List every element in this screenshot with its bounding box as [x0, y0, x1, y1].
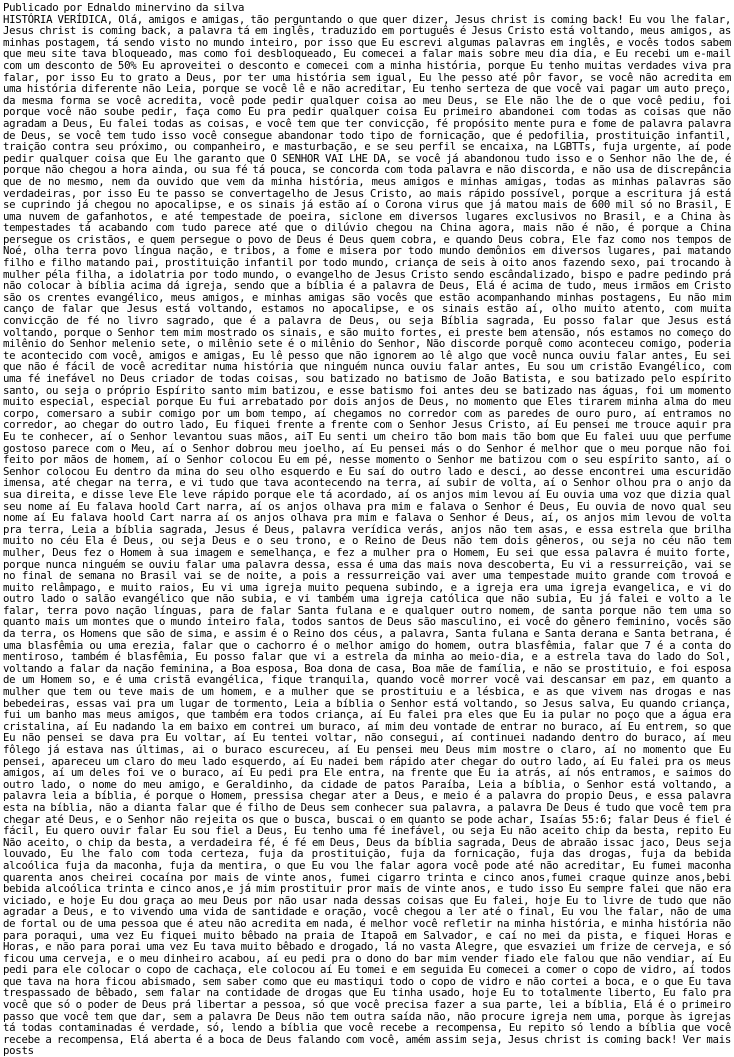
- more-posts-link[interactable]: Ver mais posts: [3, 1032, 732, 1057]
- post-body: [3, 14, 731, 1057]
- post-author-byline: Publicado por Ednaldo minervino da silva: [3, 1, 245, 14]
- post-body-text: HISTÓRIA VERÍDICA, Olá, amigos e amigas, tão perguntando o que quer dizer, Jesus christ is coming back! Eu vou lhe falar, Jesus christ is coming back, a palavra tá em inglês, traduzido em português é Jesus Cristo está voltando, meus amigos, as minhas postagem, tá sendo visto no mundo inteiro, por isso que Eu escrevi algumas palavras em inglês, e vocês todos sabem que meu site tava bloqueado, mas como foi desbloqueado, Eu comecei a falar mais sobre meu dia dia, e Eu recebi um e-mail com um desconto de 50% Eu aproveitei o desconto e comecei com a minha história, porque Eu tenho muitas verdades viva pra falar, por isso Eu to grato a Deus, por ter uma história sem igual, Eu lhe pesso até pôr favor, se você não acredita em uma história diferente não Leia, porque se você lê e não acreditar, Eu tenho serteza de que você vai pagar um auto preço, da mesma forma se você acredita, você pode pedir qualquer coisa ao meu Deus, se Ele não lhe de o que você pediu, foi porque você não soube pedir, faça como Eu pra pedir qualquer coisa Eu primeiro abandonei com todas as coisas que não agradam a Deus, Eu falei todas as coisas, e você tem que ter convicção, fé propósito mente pura e fome de palavra palavra de Deus, se você tem tudo isso você consegue abandonar todo tipo de fornicação, que é pedofilia, prostituição infantil, traição contra seu próximo, ou companheiro, e masturbação, e se seu perfil se encaixa, na LGBTTs, fuja urgente, aí pode pedir qualquer coisa que Eu lhe garanto que O SENHOR VAI LHE DA, se você já abandonou tudo isso e o Senhor não lhe de, é porque não chegou a hora ainda, ou sua fé tá pouca, se concorda com toda palavra e não discorda, e não usa de discrepância que de no mesmo, nem da ouvido que vem da minha história, meus amigos e minhas amigas, todas as minhas palavras são verdadeiras, por isso Eu te passo se convertagelho de Jesus Cristo, ao mais rápido possível, porque a escritura já está se cuprindo já chegou no apocalipse, e os sinais já estão aí o Corona virus que já matou mais de 600 mil só no Brasil, E uma nuvem de gafanhotos, e até tempestade de poeira, siclone em diversos lugares exclusivos no Brasil, e a China às tempestades tá acabando com tudo parece até que o dilúvio chegou na China agora, mais não é não, é porque a China persegue os cristãos, e quem persegue o povo de Deus é Deus quem cobra, e quando Deus cobra, Ele faz como nos tempos de Noé, olha terra povo língua nação, e tribos, a fome e misera por todo mundo demônios em diversos lugares, pai matando filho e filho matando pai, prostituição infantil por todo mundo, criança de seis à oito anos fazendo sexo, pai trocando à mulher péla filha, a idolatria por todo mundo, o evangelho de Jesus Cristo sendo escândalizado, bispo e padre pedindo prá não colocar à bíblia acima dá igreja, sendo que a bíblia é a palavra de Deus, Elá é acima de tudo, meus irmãos em Cristo são os crentes evangélico, meus amigos, e minhas amigas são vocês que estão acompanhando minhas postagens, Eu não mim canço de falar que Jesus está voltando, estamos no apocalipse, e os sinais estão aí, olho muito atento, com muita convicção de fé no livro sagrado, que é a palavra de Deus, ou seja Bíblia sagrada, Eu posso falar que Jesus está voltando, porque o Senhor tem mim mostrado os sinais, e são muito fortes, ei preste bem atensão, nós estamos no começo do milênio do Senhor melenio sete, o milênio sete é o milênio do Senhor, Não discorde porquê como aconteceu comigo, poderia te acontecido com você, amigos e amigas, Eu lê pesso que não ignorem ao lê algo que você nunca ouviu falar antes, Eu sei que não é fácil de você acreditar numa história que ninguém nunca ouviu falar antes, Eu sou um cristão Evangélico, com uma fé inefável no Deus criador de todas coisas, sou batizado no batismo de João Batista, e sou batizado pelo espírito santo, ou seja o próprio Espírito santo mim batizou, e esse batismo foi antes deu se batizado nas águas, foi um momento muito especial, especial porque Eu fui arrebatado por dois anjos de Deus, no momento que Eles tirarem minha alma do meu corpo, comersaro a subir comigo por um bom tempo, aí chegamos no corredor com as paredes de ouro puro, aí entramos no corredor, ao chegar do outro lado, Eu fiquei frente a frente com o Senhor Jesus Cristo, aí Eu pensei me trouce aquir pra Eu te conhecer, aí o Senhor levantou suas mãos, aiT Eu senti um cheiro tão bom mais tão bom que Eu falei uuu que perfume gostoso parece com o Meu, aí o Senhor dobrou meu joelho, aí Eu pensei más o do Senhor é melhor que o meu porque não foi feito por mãos de homem, aí o Senhor colocou Eu em pé, nesse momento o Senhor me batizou com o seu espírito santo, aí o Senhor colocou Eu dentro da mina do seu olho esquerdo e Eu saí do outro lado e desci, ao desse encontrei uma escuridão imensa, até chegar na terra, e vi tudo que tava acontecendo na terra, aí subir de volta, aí o Senhor olhou pra o anjo da sua direita, e disse leve Ele leve rápido porque ele tá acordado, aí os anjos mim levou aí Eu ouvia uma voz que dizia qual seu nome aí Eu falava hoold Cart narra, aí os anjos olhava pra mim e falava o Senhor é Deus, Eu ouvia de novo qual seu nome aí Eu falava hoold Cart narra aí os anjos olhava pra mim e falava o Senhor é Deus, aí, os anjos mim levou de volta pra terra, Leia a bíblia sagrada, Jesus é Deus, palavra verídica verás, anjos não tem asas, e essa estrela que brilha muito no céu Ela é Deus, ou seja Deus e o seu trono, e o Reino de Deus não tem dois gêneros, ou seja no céu não tem mulher, Deus fez o Homem à sua imagem e semelhança, e fez a mulher pra o Homem, Eu sei que essa palavra é muito forte, porque nunca ninguém se ouviu falar uma palavra dessa, essa é uma das mais nova descoberta, Eu vi a ressurreição, vai se no final de semana no Brasil vai se de noite, a pois a ressurreição vai aver uma tempestade muito grande com trovoá e muito relâmpago, e muito raios, Eu vi uma igreja muito pequena subindo, e a igreja era uma igreja evangelica, e vi do outro lado o salão evangélico que não subia, e vi também uma igreja católica que não subia, Eu já falei e volto a le falar, terra povo nação línguas, para de falar Santa fulana e e qualquer outro nomem, de santa porque não tem uma so quanto mais um montes que o mundo inteiro fala, todos santos de Deus são masculino, ei você do gênero feminino, vocês são da terra, os Homens que são de sima, e assim é o Reino dos céus, a palavra, Santa fulana e Santa derana e Santa betrana, é uma blasfêmia ou uma erezia, falar que o cachorro é o melhor amigo do homem, outra blasfêmia, falar que 7 é a conta do mentiroso, também é blasfêmia, Eu posso falar que vi a estrela da minha ao meio-dia, e a estrela tava do lado do Sol, voltando a falar da nação feminina, a Boa esposa, Boa dona de casa, Boa mãe de família, e não se prostituio, e foi esposa de um Homem so, e é uma cristã evangélica, fique tranquila, quando você morrer você vai descansar em paz, em quanto a mulher que tem ou teve mais de um homem, e a mulher que se prostituiu e a lésbica, e as que vivem nas drogas e nas bebedeiras, essas vai pra um lugar de tormento, Leia a bíblia o Senhor está voltando, so Jesus salva, Eu quando criança, fui um banho mas meus amigos, que também era todos criança, aí Eu falei pra eles que Eu ia pular no poço que a água era cristalina, aí Eu nadando la em baixo em contrei um buraco, aí mim deu vontade de entrar no buraco, aí Eu entrem, so que Eu não pensei se dava pra Eu voltar, aí Eu tentei voltar, não consegui, aí continuei nadando dentro do buraco, aí meu fôlego já estava nas últimas, ai o buraco escureceu, aí Eu pensei meu Deus mim mostre o claro, aí no momento que Eu pensei, apareceu um claro do meu lado esquerdo, aí Eu nadei bem rápido ater chegar do outro lado, aí Eu falei pra os meus amigos, aí um deles foi ve o buraco, aí Eu pedi pra Ele entra, na frente que Eu ia atrás, aí nós entramos, e saimos do outro lado, o nome do meu amigo, e Geraldinho, da cidade de patos Paraíba, Leia a bíblia, o Senhor está voltando, a palavra leia a bíblia, é porque o Homem, pressisa chegar ater a Deus, e meio é a palavra do propio Deus, e essa palavra esta na bíblia, não a dianta falar que é filho de Deus sem conhecer sua palavra, a palavra De Deus é tudo que você tem pra chegar até Deus, e o Senhor não rejeita os que o busca, buscai o em quanto se pode achar, Isaías 55:6; falar Deus é fiel é fácil, Eu quero ouvir falar Eu sou fiel a Deus, Eu tenho uma fé inefável, ou seja Eu não aceito chip da besta, repito Eu Não aceito, o chip da besta, a verdadeira fé, é fé em Deus, Deus da bíblia sagrada, Deus de abraão issac jaco, Deus seja louvado, Eu lhe falo com toda certeza, fuja da prostituição, fuja da fornicação, fuja das drogas, fuja da bebida alcoólica fuja da maconha, fuja da mentira, o que Eu vou lhe falar agora você pode até não acreditar, Eu fumei maconha quarenta anos cheirei cocaína por mais de vinte anos, fumei cigarro trinta e cinco anos,fumei craque quinze anos,bebi bebida alcoólica trinta e cinco anos,e já mim prostituir pror mais de vinte anos, e tudo isso Eu sempre falei que não era viciado, e hoje Eu dou graça ao meu Deus por não usar nada dessas coisas que Eu falei, hoje Eu to livre de tudo que não agradar a Deus, e to vivendo uma vida de santidade e oração, você chegou a ler até o final, Eu vou lhe falar, não de uma de fortal ou de uma pessoa que é ateu não acredita em nada, é melhor você refletir na minha história, e minha história não para poraqui, uma vez Eu fiquei muito bêbado na praia de Itapoã em Salvador, e caí no mei da pista, e fiquei Horas e Horas, e não para porai uma vez Eu tava muito bêbado e drogado, lá no vasta Alegre, que esvaziei um frize de cerveja, e só ficou uma cerveja, e o meu dinheiro acabou, aí eu pedi pra o dono do bar mim vender fiado ele falou que não vendiar, aí Eu pedi para ele colocar o copo de cachaça, ele colocou aí Eu tomei e em seguida Eu comecei a comer o copo de vidro, aí todos que tava na hora ficou abismado, sem saber como que eu mastiqui todo o copo de vidro e não cortei a boca, e o que Eu tava trespassado de bêbado, sem falar na contidade de drogas que Eu tinha usado, hoje Eu to totalmente liberto, Eu falo pra você que só o poder de Deus prá libertar a pessoa, só que você precisa fazer a sua parte, lei a bíblia, Elá é o primeiro passo que você tem que dar, sem a palavra De Deus não tem outra saída não, não procure igreja nem uma, porque às igrejas tá todas contaminadas é verdade, só, lendo a bíblia que você recebe a recompensa, Eu repito só lendo a bíblia que você recebe a recompensa, Elá aberta é a boca de Deus falando com você, amém assim seja, Jesus christ is coming back!: [3, 12, 731, 1046]
